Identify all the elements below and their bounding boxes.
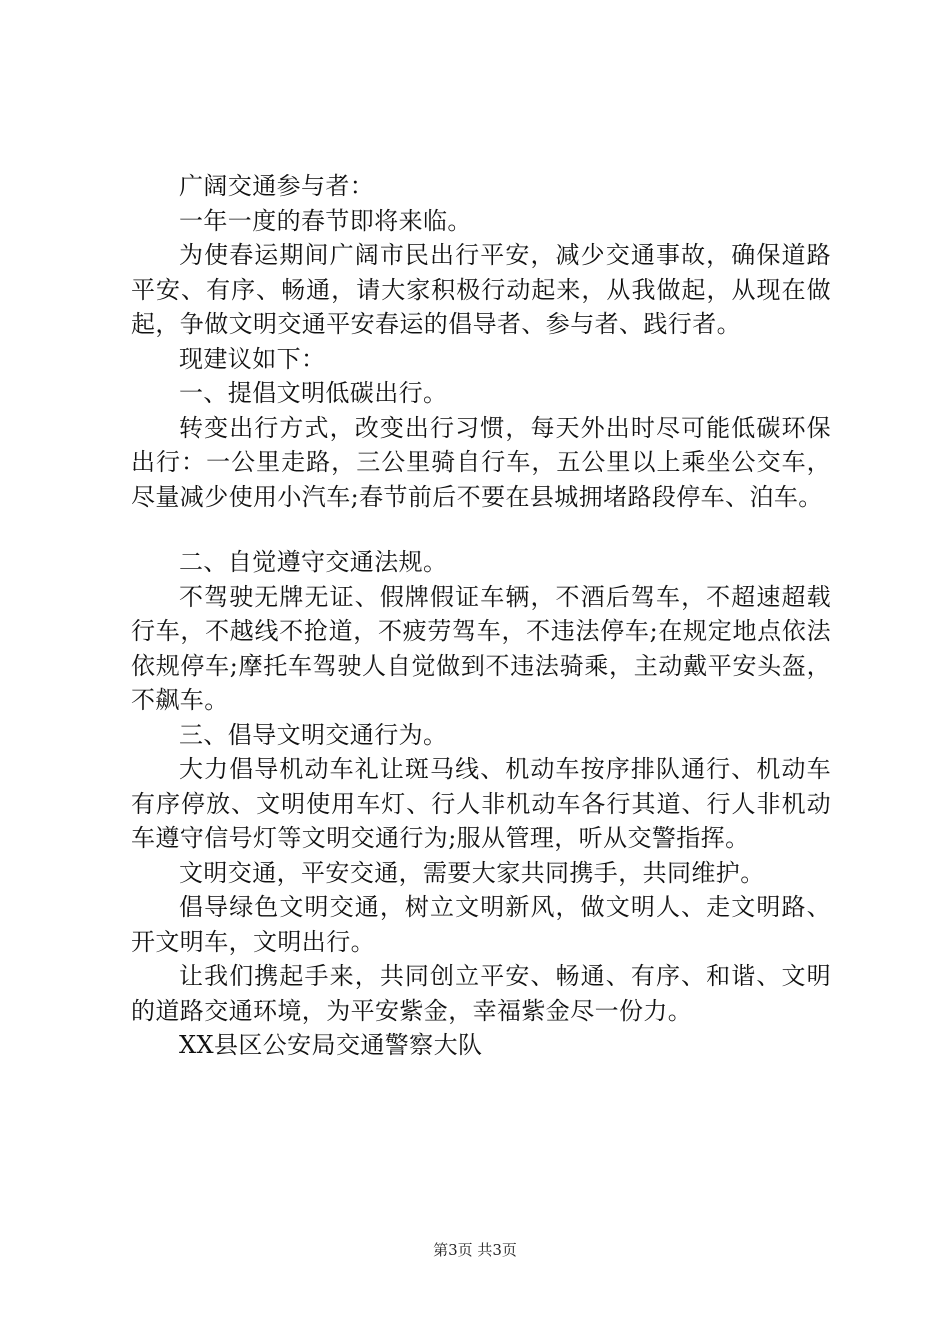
signature-line: XX县区公安局交通警察大队 [179, 1031, 483, 1059]
closing-paragraph-1: 文明交通，平安交通，需要大家共同携手，共同维护。 [179, 858, 765, 887]
document-body [131, 169, 831, 1063]
page-number-footer: 第3页 共3页 [433, 1241, 517, 1259]
section-body-1: 转变出行方式，改变出行习惯，每天外出时尽可能低碳环保出行：一公里走路，三公里骑自行车，五公里以上乘坐公交车，尽量减少使用小汽车;春节前后不要在县城拥堵路段停车、泊车。 [131, 413, 831, 511]
closing-paragraph-2: 倡导绿色文明交通，树立文明新风，做文明人、走文明路、开文明车，文明出行。 [131, 893, 831, 956]
section-heading-3: 三、倡导文明交通行为。 [179, 720, 448, 749]
purpose-paragraph: 为使春运期间广阔市民出行平安，减少交通事故，确保道路平安、有序、畅通，请大家积极行动起来，从我做起，从现在做起，争做文明交通平安春运的倡导者、参与者、践行者。 [131, 241, 831, 338]
salutation: 广阔交通参与者： [179, 172, 375, 200]
closing-paragraph-3: 让我们携起手来，共同创立平安、畅通、有序、和谐、文明的道路交通环境，为平安紫金，幸福紫金尽一份力。 [131, 962, 831, 1025]
intro-paragraph: 一年一度的春节即将来临。 [179, 206, 472, 235]
section-body-3: 大力倡导机动车礼让斑马线、机动车按序排队通行、机动车有序停放、文明使用车灯、行人非机动车各行其道、行人非机动车遵守信号灯等文明交通行为;服从管理，听从交警指挥。 [131, 755, 831, 852]
section-heading-2: 二、自觉遵守交通法规。 [179, 548, 448, 576]
section-body-2: 不驾驶无牌无证、假牌假证车辆，不酒后驾车，不超速超载行车，不越线不抢道，不疲劳驾车，不违法停车;在规定地点依法依规停车;摩托车驾驶人自觉做到不违法骑乘，主动戴平安头盔，不飙车。 [131, 582, 831, 714]
section-heading-1: 一、提倡文明低碳出行。 [179, 379, 448, 407]
suggestions-lead: 现建议如下： [179, 344, 326, 373]
